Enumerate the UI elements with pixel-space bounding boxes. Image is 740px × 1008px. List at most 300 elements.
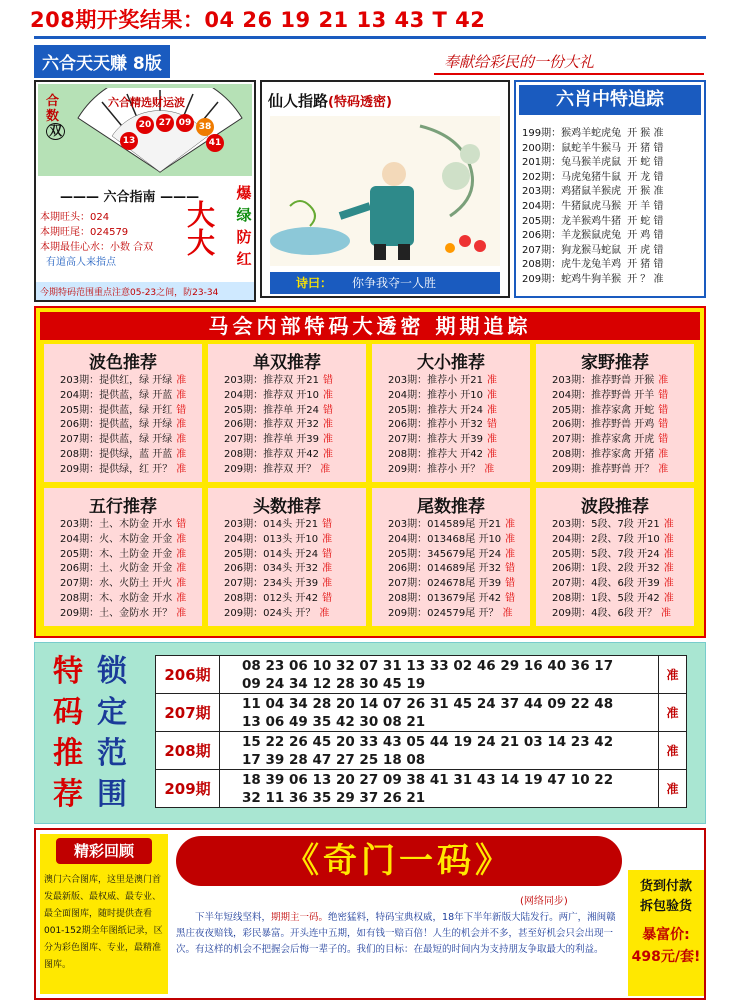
- card-row-text: 207期：234头 开39: [224, 578, 319, 590]
- card-row: [372, 607, 530, 622]
- card-row: [372, 592, 530, 607]
- zodiac-row: [522, 156, 704, 171]
- card-row-verdict: 错: [176, 404, 187, 416]
- lock-numbers-line: 08 23 06 10 32 07 31 13 33 02 46 29 16 40 36 17: [242, 657, 614, 674]
- card-row-text: 204期：推荐双 开10: [224, 389, 319, 401]
- card-row-text: 205期：5段、7段 开24: [552, 548, 660, 560]
- draw-result: 208期开奖结果：04 26 19 21 13 43 T 42: [30, 8, 486, 32]
- card-row: [536, 463, 694, 478]
- recommend-card: [44, 488, 202, 626]
- card-row: [536, 433, 694, 448]
- promo-panel: [34, 828, 706, 1000]
- lock-char: 围: [97, 777, 127, 812]
- card-row: [372, 463, 530, 478]
- review-text: 澳门六合图库，这里是澳门首发最新版、最权威、最专业、最全面图库，随时提供查看001-152期全年图纸记录，区分为彩色图库、专业，最精准图库。: [44, 875, 163, 970]
- guide-title-text: 六合指南: [103, 190, 156, 205]
- zodiac-row: [522, 185, 704, 200]
- card-row-verdict: 错: [658, 404, 669, 416]
- zodiac-row: [522, 171, 704, 186]
- lock-numbers-line: 15 22 26 45 20 33 43 05 44 19 24 21 03 14 23 42: [242, 733, 614, 750]
- zodiac-result: 开 ？ 准: [627, 273, 664, 285]
- card-row-verdict: 准: [663, 578, 674, 590]
- card-row-text: 207期：提供蓝，绿 开绿: [60, 434, 173, 446]
- card-row-text: 206期：034头 开32: [224, 563, 319, 575]
- range-note: 今期特码范围重点注意05-23之间，防23-34: [36, 282, 254, 300]
- card-row-verdict: 错: [323, 404, 333, 416]
- card-row-text: 209期：土、金防水 开？: [60, 607, 173, 619]
- zodiac-result: 开 龙 错: [627, 171, 664, 183]
- card-row-text: 205期：推荐家禽 开蛇: [552, 404, 655, 416]
- lock-char: 推: [53, 736, 83, 771]
- card-row: [208, 548, 366, 563]
- zodiac-pick: 199期：猴鸡羊蛇虎兔: [522, 128, 622, 139]
- card-title: 大小推荐: [417, 353, 485, 373]
- card-row-text: 209期：推荐双 开？: [224, 463, 317, 475]
- zodiac-row: [522, 142, 704, 157]
- lock-title-right: [97, 651, 127, 815]
- card-row-verdict: 错: [322, 548, 333, 560]
- card-row: [208, 607, 366, 622]
- card-row-verdict: 错: [487, 419, 497, 431]
- card-row: [44, 404, 202, 419]
- cod-line: 货到付款: [639, 879, 692, 894]
- number-ball: 20: [136, 116, 154, 134]
- card-row-text: 207期：4段、6段 开39: [552, 578, 660, 590]
- card-row-text: 205期：014头 开24: [224, 548, 319, 560]
- number-ball: 13: [120, 132, 138, 150]
- card-row-verdict: 错: [505, 563, 516, 575]
- number-ball: 38: [196, 118, 214, 136]
- card-row-verdict: 准: [176, 419, 187, 431]
- card-row-text: 208期：012头 开42: [224, 592, 319, 604]
- card-row-verdict: 准: [320, 463, 331, 475]
- card-row: [536, 389, 694, 404]
- side-word: 爆: [236, 184, 252, 202]
- card-row: [208, 577, 366, 592]
- heshu-value: 双: [46, 123, 65, 140]
- card-row-text: 203期：推荐小 开21: [388, 375, 483, 386]
- recommend-card: [208, 344, 366, 482]
- side-word: 防: [236, 228, 252, 246]
- card-row: [44, 607, 202, 622]
- card-row-verdict: 错: [505, 592, 516, 604]
- card-row-text: 206期：推荐双 开32: [224, 419, 319, 431]
- lock-numbers-line: 17 39 28 47 27 25 18 08: [242, 751, 426, 768]
- net-sync: (网络同步): [520, 896, 568, 907]
- guide-line: 本期旺尾：024579: [40, 227, 129, 238]
- lock-numbers: [220, 656, 659, 694]
- card-row-text: 204期：提供蓝，绿 开蓝: [60, 389, 173, 401]
- zodiac-result: 开 鸡 错: [627, 230, 664, 242]
- zodiac-panel: [514, 80, 706, 298]
- card-row-text: 203期：014头 开21: [224, 519, 319, 530]
- card-row: [208, 592, 366, 607]
- fan-area: [38, 84, 252, 176]
- card-row: [372, 374, 530, 389]
- card-row: [372, 533, 530, 548]
- review-box: [40, 834, 168, 994]
- card-row-text: 209期：024头 开？: [224, 607, 316, 619]
- side-word: 绿: [236, 206, 252, 224]
- card-row-verdict: 准: [176, 463, 187, 475]
- card-row-verdict: 准: [663, 548, 674, 560]
- card-title: 波段推荐: [581, 497, 649, 517]
- card-row: [372, 418, 530, 433]
- card-row: [536, 607, 694, 622]
- card-row-text: 206期：推荐野兽 开鸡: [552, 419, 655, 431]
- card-row: [536, 518, 694, 533]
- zodiac-title: 六肖中特追踪: [519, 85, 701, 115]
- recommend-card: [372, 344, 530, 482]
- card-row: [372, 404, 530, 419]
- fan-caption: 六合精选财运波: [108, 96, 185, 109]
- card-row-text: 205期：推荐单 开24: [224, 404, 319, 416]
- card-row-verdict: 准: [176, 533, 187, 545]
- zodiac-pick: 207期：狗龙猴马蛇鼠: [522, 244, 622, 256]
- zodiac-result: 开 猪 错: [627, 259, 664, 271]
- card-row-verdict: 准: [176, 607, 187, 619]
- card-row: [536, 548, 694, 563]
- zodiac-pick: 204期：牛猪鼠虎马猴: [522, 200, 622, 212]
- card-row-verdict: 准: [176, 563, 187, 575]
- card-row-verdict: 准: [323, 448, 333, 460]
- card-row: [44, 577, 202, 592]
- card-row-verdict: 准: [319, 607, 330, 619]
- desc-part: 下半年短线坚料，: [195, 912, 272, 923]
- zodiac-pick: 205期：龙羊猴鸡牛猪: [522, 215, 622, 227]
- lock-verdict: 准: [659, 770, 687, 808]
- lock-row: [156, 694, 687, 732]
- guide-line: 有道高人来指点: [46, 257, 116, 268]
- zodiac-pick: 200期：鼠蛇羊牛猴马: [522, 142, 622, 154]
- lock-char: 码: [53, 695, 83, 730]
- card-row-verdict: 准: [487, 389, 497, 401]
- card-row: [536, 404, 694, 419]
- card-row-text: 207期：推荐大 开39: [388, 434, 483, 446]
- zodiac-row: [522, 200, 704, 215]
- card-row-verdict: 准: [663, 592, 674, 604]
- zodiac-row: [522, 229, 704, 244]
- card-row-text: 205期：推荐大 开24: [388, 404, 483, 416]
- card-row-text: 206期：提供蓝，绿 开绿: [60, 419, 173, 431]
- card-title: 头数推荐: [253, 497, 321, 517]
- card-row-text: 209期：提供绿，红 开？: [60, 463, 173, 475]
- card-row: [208, 433, 366, 448]
- card-row: [44, 448, 202, 463]
- desc-part: 期期主一码。: [271, 912, 329, 923]
- card-row-verdict: 准: [658, 463, 669, 475]
- number-ball: 27: [156, 114, 174, 132]
- card-row: [44, 433, 202, 448]
- card-row: [208, 448, 366, 463]
- price-label: 暴富价:: [642, 927, 690, 943]
- lock-period: 208期: [156, 732, 220, 770]
- lock-range-panel: [34, 642, 706, 824]
- card-row-verdict: 准: [487, 404, 497, 416]
- lock-period: 207期: [156, 694, 220, 732]
- card-row-verdict: 准: [505, 533, 516, 545]
- poem-text: 你争我夺一人胜: [352, 276, 437, 290]
- lock-verdict: 准: [659, 694, 687, 732]
- card-row: [44, 533, 202, 548]
- card-row-verdict: 错: [658, 419, 669, 431]
- promo-description: [176, 910, 622, 958]
- card-row-text: 203期：提供红，绿 开绿: [60, 375, 173, 386]
- guide-panel: [34, 80, 256, 302]
- card-row-text: 208期：推荐双 开42: [224, 448, 319, 460]
- card-row-verdict: 准: [323, 434, 333, 446]
- card-row: [536, 418, 694, 433]
- card-row: [372, 433, 530, 448]
- card-row-text: 205期：提供蓝，绿 开红: [60, 404, 173, 416]
- qimen-banner: 《奇门一码》: [176, 836, 622, 886]
- card-row-text: 204期：013468尾 开10: [388, 533, 502, 545]
- guide-line: 本期最佳心水：小数 合双: [40, 242, 154, 253]
- card-row: [372, 577, 530, 592]
- lock-char: 锁: [97, 654, 127, 689]
- card-row-verdict: 准: [322, 533, 333, 545]
- lock-verdict: 准: [659, 732, 687, 770]
- card-row: [536, 592, 694, 607]
- cod-box: [628, 870, 704, 996]
- card-row: [208, 418, 366, 433]
- card-title: 尾数推荐: [417, 497, 485, 517]
- card-row-text: 207期：水、火防土 开火: [60, 578, 173, 590]
- card-row-text: 204期：火、木防金 开金: [60, 533, 173, 545]
- lock-char: 特: [53, 654, 83, 689]
- recommend-card: [44, 344, 202, 482]
- lock-period: 206期: [156, 656, 220, 694]
- card-row: [536, 533, 694, 548]
- side-words: [232, 182, 256, 270]
- card-row-verdict: 准: [322, 563, 333, 575]
- card-row-verdict: 错: [322, 592, 333, 604]
- zodiac-row: [522, 127, 704, 142]
- card-row-text: 206期：土、火防金 开金: [60, 563, 173, 575]
- card-row-verdict: 准: [505, 519, 516, 530]
- card-row-verdict: 错: [658, 434, 669, 446]
- zodiac-row: [522, 215, 704, 230]
- card-row-verdict: 准: [487, 448, 497, 460]
- card-row-verdict: 准: [323, 419, 333, 431]
- card-row-verdict: 错: [658, 389, 669, 401]
- hint-title-text: 仙人指路: [268, 92, 329, 110]
- lock-row: [156, 770, 687, 808]
- zodiac-row: [522, 258, 704, 273]
- card-row-verdict: 准: [176, 548, 187, 560]
- card-row-text: 204期：推荐小 开10: [388, 389, 483, 401]
- card-row-text: 209期：推荐小 开？: [388, 463, 481, 475]
- card-row: [372, 448, 530, 463]
- card-row-text: 208期：推荐家禽 开猪: [552, 448, 655, 460]
- lock-numbers: [220, 770, 659, 808]
- lock-numbers-line: 13 06 49 35 42 30 08 21: [242, 713, 426, 730]
- poem-bar: [270, 272, 500, 294]
- card-row-text: 205期：木、土防金 开金: [60, 548, 173, 560]
- zodiac-result: 开 虎 错: [627, 244, 664, 256]
- card-row-verdict: 错: [505, 578, 516, 590]
- lock-numbers-line: 11 04 34 28 20 14 07 26 31 45 24 37 44 09 22 48: [242, 695, 614, 712]
- card-row-text: 208期：013679尾 开42: [388, 592, 502, 604]
- poem-label: 诗曰：: [296, 276, 333, 290]
- zodiac-row: [522, 273, 704, 288]
- card-title: 单双推荐: [253, 353, 321, 373]
- card-row-text: 205期：345679尾 开24: [388, 548, 502, 560]
- card-row-verdict: 准: [176, 592, 187, 604]
- lock-table: [155, 655, 687, 808]
- lock-title-left: [53, 651, 83, 815]
- card-row: [208, 533, 366, 548]
- card-row-verdict: 准: [484, 463, 495, 475]
- card-row-verdict: 准: [176, 375, 187, 386]
- zodiac-pick: 202期：马虎兔猪牛鼠: [522, 171, 622, 183]
- card-row-verdict: 准: [176, 448, 187, 460]
- guide-line: 本期旺头：024: [40, 212, 110, 223]
- card-row-text: 208期：提供绿，蓝 开蓝: [60, 448, 173, 460]
- card-row: [372, 548, 530, 563]
- card-row-verdict: 准: [176, 389, 187, 401]
- card-row-text: 208期：1段、5段 开42: [552, 592, 660, 604]
- result-header: [0, 0, 740, 34]
- lock-numbers-line: 09 24 34 12 28 30 45 19: [242, 675, 426, 692]
- card-row: [536, 562, 694, 577]
- card-row-text: 206期：推荐小 开32: [388, 419, 483, 431]
- card-row: [372, 562, 530, 577]
- hint-title-sub: (特码透密): [328, 95, 392, 110]
- hint-title: [268, 90, 392, 111]
- card-row-text: 208期：推荐大 开42: [388, 448, 483, 460]
- card-title: 五行推荐: [89, 497, 157, 517]
- card-row: [44, 374, 202, 389]
- card-row-verdict: 准: [176, 578, 187, 590]
- recommend-card: [536, 344, 694, 482]
- gift-slogan: 奉献给彩民的一份大礼: [444, 53, 595, 71]
- guide-title: ——— 六合指南 ———: [60, 190, 200, 205]
- zodiac-result: 开 羊 错: [627, 200, 664, 212]
- card-row-text: 207期：推荐单 开39: [224, 434, 319, 446]
- zodiac-result: 开 猪 错: [627, 142, 664, 154]
- card-row-text: 209期：推荐野兽 开？: [552, 463, 655, 475]
- card-row: [208, 374, 366, 389]
- zodiac-pick: 206期：羊龙猴鼠虎兔: [522, 230, 622, 242]
- card-row-text: 207期：推荐家禽 开虎: [552, 434, 655, 446]
- card-title: 家野推荐: [581, 353, 649, 373]
- card-row: [44, 592, 202, 607]
- card-row-verdict: 错: [323, 375, 333, 386]
- card-row: [372, 518, 530, 533]
- card-title: 波色推荐: [89, 353, 157, 373]
- recommend-card: [208, 488, 366, 626]
- lock-char: 范: [97, 736, 127, 771]
- side-word: 红: [236, 250, 252, 268]
- recommend-section: [34, 306, 706, 638]
- card-row-verdict: 准: [487, 434, 497, 446]
- card-row: [208, 389, 366, 404]
- card-row-verdict: 准: [663, 533, 674, 545]
- card-row: [208, 518, 366, 533]
- lock-numbers-line: 18 39 06 13 20 27 09 38 41 31 43 14 19 47 10 22: [242, 771, 614, 788]
- card-row-text: 204期：2段、7段 开10: [552, 533, 660, 545]
- card-row-text: 206期：014689尾 开32: [388, 563, 502, 575]
- card-row: [536, 448, 694, 463]
- lock-row: [156, 732, 687, 770]
- card-row-text: 203期：5段、7段 开21: [552, 519, 660, 530]
- zodiac-pick: 208期：虎牛龙兔羊鸡: [522, 259, 622, 271]
- zodiac-pick: 201期：兔马猴羊虎鼠: [522, 157, 622, 169]
- lock-period: 209期: [156, 770, 220, 808]
- price-value: 498元/套!: [631, 949, 701, 965]
- card-row-verdict: 准: [658, 448, 669, 460]
- heshu-text: 合数: [46, 94, 60, 124]
- card-row-verdict: 准: [487, 375, 497, 386]
- lock-row: [156, 656, 687, 694]
- desc-part: 绝密猛料，特码宝典权威，18年下半年新版大陆发行。两广，湘闽赣黑庄夜夜赔钱，彩民暴富。开头连中五期，如有钱一赔百倍！人生的机会并不多，甚至好机会只会出现一次。有这样的机会不把握会后悔一辈子的。我们的目标：在最短的时间内为支持朋友争取最大的利益。: [176, 912, 616, 955]
- zodiac-result: 开 猴 准: [627, 186, 664, 198]
- lock-numbers: [220, 694, 659, 732]
- zodiac-list: [522, 127, 704, 288]
- card-row-verdict: 错: [176, 519, 187, 530]
- cod-line: 拆包验货: [639, 899, 692, 914]
- number-ball: 09: [176, 114, 194, 132]
- card-row-verdict: 准: [505, 548, 516, 560]
- big-char: [184, 200, 214, 262]
- card-row: [536, 577, 694, 592]
- zodiac-result: 开 猴 准: [627, 128, 664, 139]
- card-row-text: 203期：推荐野兽 开猴: [552, 375, 655, 386]
- card-row-verdict: 准: [176, 434, 187, 446]
- guide-lines: [40, 210, 153, 270]
- recommend-card: [536, 488, 694, 626]
- card-row: [44, 418, 202, 433]
- card-row-text: 209期：024579尾 开？: [388, 607, 499, 619]
- card-row-verdict: 准: [663, 519, 674, 530]
- card-row: [44, 562, 202, 577]
- zodiac-result: 开 蛇 错: [627, 157, 664, 169]
- review-title: 精彩回顾: [56, 838, 152, 864]
- card-row: [536, 374, 694, 389]
- card-row: [208, 562, 366, 577]
- zodiac-pick: 209期：蛇鸡牛狗羊猴: [522, 273, 622, 285]
- card-row: [208, 463, 366, 478]
- card-row-text: 203期：土、木防金 开水: [60, 519, 173, 530]
- card-row-verdict: 准: [661, 607, 671, 619]
- card-row: [44, 463, 202, 478]
- card-row-text: 206期：1段、2段 开32: [552, 563, 660, 575]
- card-row-text: 204期：013头 开10: [224, 533, 319, 545]
- card-row: [372, 389, 530, 404]
- zodiac-pick: 203期：鸡猪鼠羊猴虎: [522, 186, 622, 198]
- recommend-card: [372, 488, 530, 626]
- card-row-verdict: 错: [322, 519, 333, 530]
- card-row-verdict: 准: [322, 578, 333, 590]
- lock-verdict: 准: [659, 656, 687, 694]
- card-row-text: 203期：推荐双 开21: [224, 375, 319, 386]
- card-row-text: 204期：推荐野兽 开羊: [552, 389, 655, 401]
- card-row-verdict: 准: [663, 563, 674, 575]
- big-char-text: 大大: [183, 200, 216, 256]
- card-row-text: 207期：024678尾 开39: [388, 578, 502, 590]
- brand-banner: [34, 36, 706, 76]
- lock-numbers-line: 32 11 36 35 29 37 26 21: [242, 789, 426, 806]
- zodiac-result: 开 蛇 错: [627, 215, 664, 227]
- hint-panel: [260, 80, 510, 298]
- card-row-verdict: 准: [658, 375, 669, 386]
- card-row-text: 209期：4段、6段 开？: [552, 607, 657, 619]
- heshu-label: [46, 94, 66, 139]
- divider: [434, 73, 704, 75]
- lock-char: 荐: [53, 777, 83, 812]
- section-title: 马会内部特码大透密 期期追踪: [40, 312, 700, 340]
